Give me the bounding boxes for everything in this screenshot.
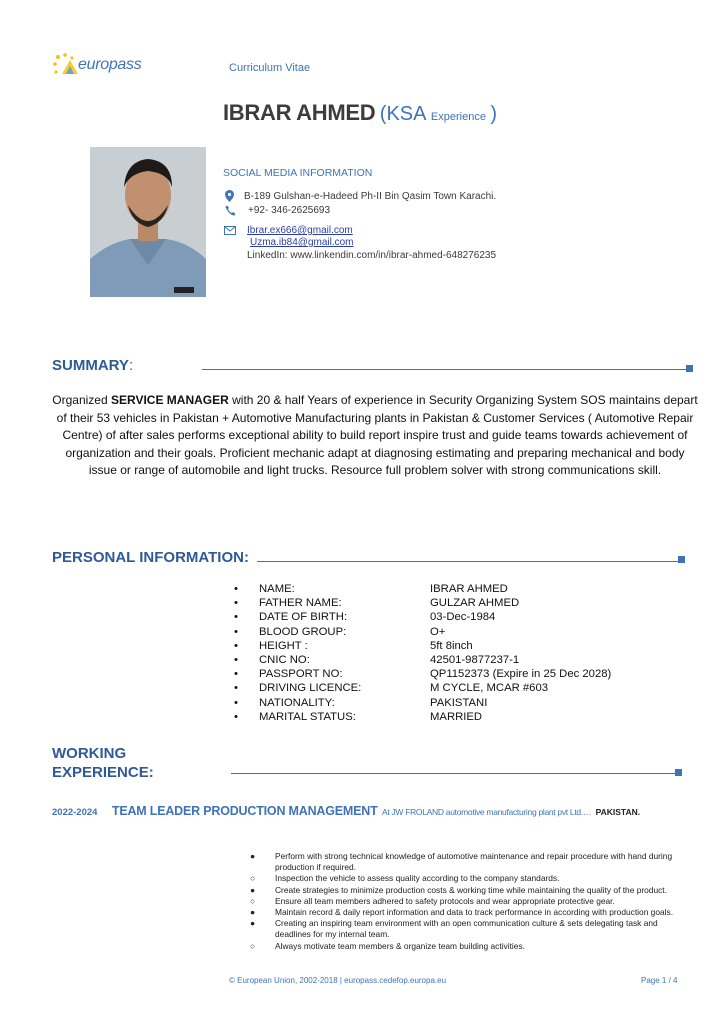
phone-icon bbox=[225, 205, 236, 216]
job-title: TEAM LEADER PRODUCTION MANAGEMENT bbox=[111, 804, 378, 818]
duty-bullet-icon: ○ bbox=[250, 940, 256, 951]
personal-info-key: CNIC NO: bbox=[259, 653, 310, 666]
duty-bullet-icon: ● bbox=[250, 851, 256, 861]
job-country: PAKISTAN. bbox=[595, 807, 641, 817]
bullet-icon: • bbox=[234, 653, 238, 666]
duty-item bbox=[250, 896, 680, 907]
email-primary-link[interactable]: Ibrar.ex666@gmail.com bbox=[247, 225, 353, 236]
page-number: Page 1 / 4 bbox=[641, 976, 678, 985]
personal-info-rule-marker bbox=[678, 556, 685, 563]
personal-info-value: GULZAR AHMED bbox=[430, 597, 520, 610]
linkedin-text: LinkedIn: www.linkendin.com/in/ibrar-ahmed-648276235 bbox=[247, 250, 497, 261]
bullet-icon: • bbox=[234, 625, 238, 638]
bullet-icon: • bbox=[234, 639, 238, 652]
personal-info-key: NAME: bbox=[259, 583, 295, 595]
email-primary[interactable] bbox=[247, 225, 353, 236]
bullet-icon: • bbox=[234, 682, 238, 695]
personal-info-key: NATIONALITY: bbox=[259, 696, 335, 709]
summary-heading bbox=[52, 357, 133, 374]
bullet-icon: • bbox=[234, 668, 238, 681]
work-heading-line1: WORKING bbox=[52, 745, 127, 762]
email-secondary[interactable] bbox=[250, 237, 354, 248]
duty-bullet-icon: ○ bbox=[250, 895, 256, 906]
duty-item bbox=[250, 918, 680, 940]
personal-info-key: MARITAL STATUS: bbox=[259, 710, 356, 723]
personal-info-value: M CYCLE, MCAR #603 bbox=[430, 682, 549, 695]
personal-info-value: QP1152373 (Expire in 25 Dec 2028) bbox=[430, 668, 612, 681]
location-pin-icon bbox=[225, 190, 234, 202]
address-text: B-189 Gulshan-e-Hadeed Ph-II Bin Qasim Town Karachi. bbox=[244, 191, 497, 202]
profile-photo bbox=[90, 147, 206, 297]
job-duties-list bbox=[250, 851, 680, 952]
bullet-icon: • bbox=[234, 696, 238, 709]
summary-heading-text: SUMMARY bbox=[52, 357, 129, 374]
duty-item bbox=[250, 907, 680, 918]
personal-info-value: MARRIED bbox=[430, 710, 483, 723]
duty-item bbox=[250, 851, 680, 873]
bullet-icon: • bbox=[234, 583, 238, 595]
personal-info-value: PAKISTANI bbox=[430, 696, 488, 709]
summary-text-after: with 20 & half Years of experience in Security Organizing System SOS maintains depart of their 53 vehicles in Pakistan + Automotive Manufacturing plants in Pakistan & Customer Services ( Automotive Repair Centre) of after sales performs exceptional ability to build report inspire trust and guide teams towards achievement of organization and their goals. Proficient mechanic adapt at diagnosing estimating and preparing mechanical and body issue or range of automobile and light trucks. Resource full problem solver with strong communications skill. bbox=[56, 393, 698, 478]
personal-info-value: 03-Dec-1984 bbox=[430, 611, 496, 624]
bullet-icon: • bbox=[234, 597, 238, 610]
personal-info-value: IBRAR AHMED bbox=[430, 583, 508, 595]
work-rule bbox=[231, 773, 675, 774]
work-heading-line2: EXPERIENCE: bbox=[52, 764, 154, 781]
summary-text-bold: SERVICE MANAGER bbox=[110, 393, 229, 407]
candidate-name-line bbox=[223, 100, 497, 126]
social-media-label: SOCIAL MEDIA INFORMATION bbox=[223, 167, 373, 179]
personal-info-key: PASSPORT NO: bbox=[259, 668, 343, 681]
duty-item bbox=[250, 873, 680, 884]
bullet-icon: • bbox=[234, 611, 238, 624]
summary-rule bbox=[202, 369, 686, 370]
summary-paragraph bbox=[52, 392, 698, 480]
ksa-experience: Experience bbox=[430, 111, 486, 123]
duty-item bbox=[250, 885, 680, 896]
duty-bullet-icon: ● bbox=[250, 884, 256, 895]
duty-text: Inspection the vehicle to assess quality according to the company standards. bbox=[275, 873, 560, 884]
duty-text: Create strategies to minimize production costs & working time while maintaining the quality of the product. bbox=[275, 884, 667, 895]
job-employer: At JW FROLAND automotive manufacturing plant pvt Ltd.… bbox=[381, 807, 592, 817]
duty-bullet-icon: ● bbox=[250, 907, 256, 918]
bullet-icon: • bbox=[234, 710, 238, 723]
personal-info-value: 42501-9877237-1 bbox=[430, 653, 520, 666]
personal-info-value: O+ bbox=[430, 625, 446, 638]
personal-info-value: 5ft 8inch bbox=[430, 639, 473, 652]
duty-text: Perform with strong technical knowledge of automotive maintenance and repair procedure with hand during production if required. bbox=[275, 851, 673, 873]
personal-info-key: FATHER NAME: bbox=[259, 597, 342, 610]
candidate-name: IBRAR AHMED bbox=[223, 100, 376, 125]
footer-copyright: © European Union, 2002-2018 | europass.cedefop.europa.eu bbox=[229, 976, 447, 985]
job-years: 2022-2024 bbox=[52, 807, 98, 818]
work-heading bbox=[52, 744, 154, 782]
email-secondary-link[interactable]: Uzma.ib84@gmail.com bbox=[250, 237, 354, 248]
duty-bullet-icon: ● bbox=[250, 918, 256, 929]
duty-text: Maintain record & daily report information and data to track performance in according with production goals. bbox=[275, 907, 674, 918]
summary-rule-marker bbox=[686, 365, 693, 372]
profile-photo-image bbox=[90, 147, 206, 297]
personal-info-rule bbox=[257, 561, 679, 562]
duty-text: Creating an inspiring team environment with an open communication culture & sets delegating task and deadlines for my internal team. bbox=[275, 918, 658, 940]
job-entry-header bbox=[52, 802, 640, 820]
duty-bullet-icon: ○ bbox=[250, 873, 256, 884]
ksa-open: (KSA bbox=[379, 103, 427, 125]
europass-logo-text: europass bbox=[78, 56, 142, 73]
email-icon bbox=[224, 226, 236, 235]
ksa-close: ) bbox=[490, 103, 498, 125]
personal-info-key: HEIGHT : bbox=[259, 639, 308, 652]
personal-info-key: DATE OF BIRTH: bbox=[259, 611, 348, 624]
europass-logo bbox=[52, 52, 162, 82]
phone-text: +92- 346-2625693 bbox=[248, 205, 331, 216]
personal-info-key: BLOOD GROUP: bbox=[259, 625, 347, 638]
personal-info-heading: PERSONAL INFORMATION: bbox=[52, 549, 249, 566]
summary-heading-colon: : bbox=[128, 357, 134, 374]
duty-item bbox=[250, 941, 680, 952]
personal-info-key: DRIVING LICENCE: bbox=[259, 682, 362, 695]
duty-text: Always motivate team members & organize team building activities. bbox=[275, 940, 525, 951]
cv-label: Curriculum Vitae bbox=[229, 62, 311, 74]
duty-text: Ensure all team members adhered to safety protocols and wear appropriate protective gear. bbox=[275, 895, 615, 906]
summary-text-before: Organized bbox=[52, 393, 111, 407]
work-rule-marker bbox=[675, 769, 682, 776]
